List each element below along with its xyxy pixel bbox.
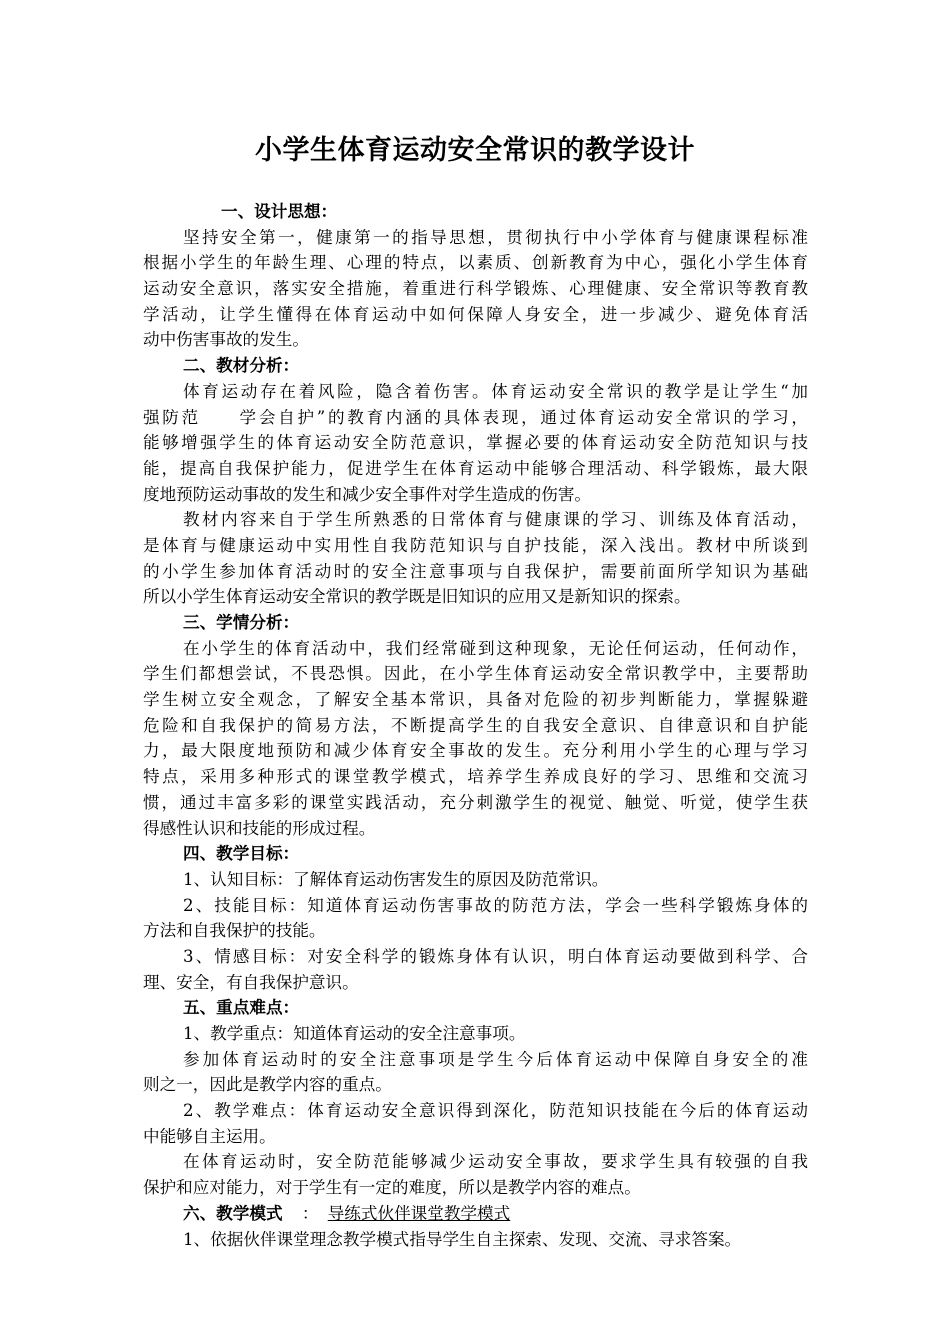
paragraph-line: 力，最大限度地预防和减少体育安全事故的发生。充分利用小学生的心理与学习	[143, 741, 808, 761]
paragraph-line: 危险和自我保护的简易方法，不断提高学生的自我安全意识、自律意识和自护能	[143, 715, 808, 735]
section-heading-key-points: 五、重点难点：	[183, 997, 300, 1018]
paragraph-line: 动中伤害事故的发生。	[143, 330, 309, 350]
teaching-mode-value: 导练式伙伴课堂教学模式	[327, 1203, 511, 1223]
paragraph-line: 1、教学重点：知道体育运动的安全注意事项。	[183, 1024, 526, 1043]
section-heading-design-idea: 一、设计思想：	[221, 201, 338, 221]
paragraph-line: 度地预防运动事故的发生和减少安全事件对学生造成的伤害。	[143, 484, 592, 504]
paragraph-line: 运动安全意识，落实安全措施，着重进行科学锻炼、心理健康、安全常识等教育教	[143, 279, 808, 299]
paragraph-line: 1、认知目标：了解体育运动伤害发生的原因及防范常识。	[183, 869, 609, 889]
paragraph-line: 惯，通过丰富多彩的课堂实践活动，充分刺激学生的视觉、触觉、听觉，使学生获	[143, 792, 808, 812]
paragraph-line: 学生树立安全观念，了解安全基本常识，具备对危险的初步判断能力，掌握躲避	[143, 690, 808, 710]
paragraph-line: 方法和自我保护的技能。	[143, 921, 326, 941]
paragraph-line: 在体育运动时，安全防范能够减少运动安全事故，要求学生具有较强的自我	[183, 1152, 808, 1172]
paragraph-line: 坚持安全第一，健康第一的指导思想，贯彻执行中小学体育与健康课程标准	[183, 227, 808, 247]
document-title: 小学生体育运动安全常识的教学设计	[255, 135, 695, 166]
paragraph-line: 参加体育运动时的安全注意事项是学生今后体育运动中保障自身安全的准	[183, 1049, 808, 1069]
paragraph-line: 能，提高自我保护能力，促进学生在体育运动中能够合理活动、科学锻炼，最大限	[143, 458, 808, 478]
paragraph-line: 保护和应对能力，对于学生有一定的难度，所以是教学内容的难点。	[143, 1178, 641, 1198]
paragraph-line: 所以小学生体育运动安全常识的教学既是旧知识的应用又是新知识的探索。	[143, 587, 691, 607]
section-heading-teaching-goals: 四、教学目标：	[183, 843, 300, 864]
paragraph-line: 教材内容来自于学生所熟悉的日常体育与健康课的学习、训练及体育活动，	[183, 510, 808, 530]
paragraph-line: 强防范 学会自护”的教育内涵的具体表现，通过体育运动安全常识的学习，	[143, 407, 808, 427]
paragraph-line: 中能够自主运用。	[143, 1126, 276, 1146]
paragraph-line: 根据小学生的年龄生理、心理的特点，以素质、创新教育为中心，强化小学生体育	[143, 253, 808, 273]
section-heading-material-analysis: 二、教材分析：	[183, 355, 300, 376]
teaching-mode-label: 六、教学模式	[183, 1202, 283, 1223]
document-body	[143, 199, 808, 1252]
paragraph-line: 学活动，让学生懂得在体育运动中如何保障人身安全，进一步减少、避免体育活	[143, 304, 808, 324]
paragraph-line: 特点，采用多种形式的课堂教学模式，培养学生养成良好的学习、思维和交流习	[143, 767, 808, 787]
paragraph-line: 学生们都想尝试，不畏恐惧。因此，在小学生体育运动安全常识教学中，主要帮助	[143, 664, 808, 684]
paragraph-line: 体育运动存在着风险，隐含着伤害。体育运动安全常识的教学是让学生“加	[183, 381, 808, 401]
section-heading-teaching-mode	[143, 1201, 808, 1227]
paragraph-line: 的小学生参加体育活动时的安全注意事项与自我保护，需要前面所学知识为基础	[143, 561, 808, 581]
paragraph-line: 是体育与健康运动中实用性自我防范知识与自护技能，深入浅出。教材中所谈到	[143, 535, 808, 555]
paragraph-line: 3、情感目标：对安全科学的锻炼身体有认识，明白体育运动要做到科学、合	[183, 946, 808, 966]
paragraph-line: 在小学生的体育活动中，我们经常碰到这种现象，无论任何运动，任何动作，	[183, 638, 808, 658]
paragraph-line: 得感性认识和技能的形成过程。	[143, 818, 376, 838]
paragraph-line: 则之一，因此是教学内容的重点。	[143, 1075, 392, 1095]
section-heading-learner-analysis: 三、学情分析：	[183, 612, 300, 632]
teaching-mode-colon: ：	[301, 1203, 319, 1223]
paragraph-line: 理、安全，有自我保护意识。	[143, 972, 359, 992]
paragraph-line: 能够增强学生的体育运动安全防范意识，掌握必要的体育运动安全防范知识与技	[143, 433, 808, 453]
paragraph-line: 1、依据伙伴课堂理念教学模式指导学生自主探索、发现、交流、寻求答案。	[183, 1229, 742, 1249]
paragraph-line: 2、教学难点：体育运动安全意识得到深化，防范知识技能在今后的体育运动	[183, 1101, 808, 1121]
paragraph-line: 2、技能目标：知道体育运动伤害事故的防范方法，学会一些科学锻炼身体的	[183, 895, 808, 915]
